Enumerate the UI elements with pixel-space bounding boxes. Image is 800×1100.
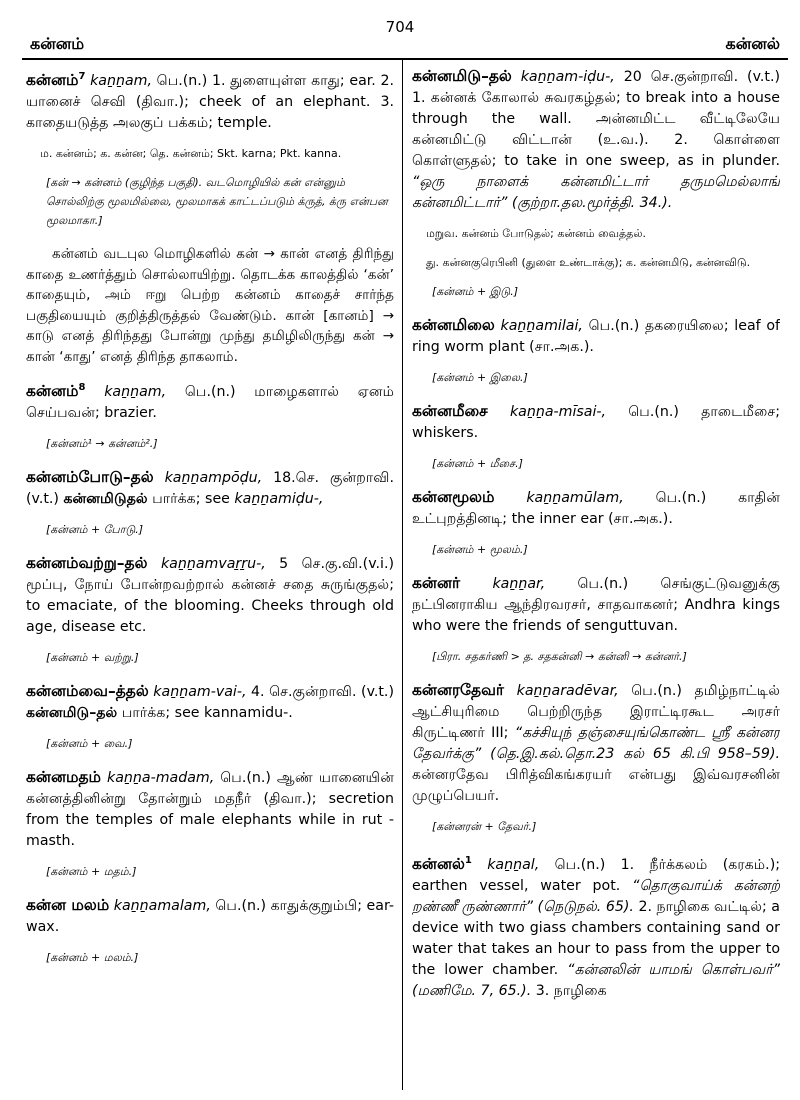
headword: கன்ன மலம் bbox=[26, 896, 110, 915]
dictionary-entry bbox=[412, 680, 780, 807]
headword: கன்னரதேவர் bbox=[412, 681, 505, 699]
headword: கன்னம்$^7$ bbox=[26, 71, 86, 90]
dictionary-entry bbox=[26, 895, 394, 938]
cognates: து. கன்னகுரெபினி (துளை உண்டாக்கு); க. கன்னமிடு, கன்னவிடு. bbox=[426, 256, 751, 269]
etymology: [கன்னம் + இடு.] bbox=[432, 285, 519, 298]
etymology: [கன்னம் + மலம்.] bbox=[46, 951, 139, 965]
dictionary-entry bbox=[412, 401, 780, 444]
citation-quote: “கன்னலின் யாமங் கொள்பவர்” (மணிமே. 7, 65.). bbox=[412, 962, 780, 1000]
etymology: [கன்னம் + மூலம்.] bbox=[432, 543, 528, 556]
entry-definition: பெ.(n.) தகரையிலை; leaf of ring worm plant (சா.அக.). bbox=[412, 318, 780, 355]
transliteration: kaṉṉamilai, bbox=[500, 318, 583, 334]
citation-quote: “தொகுவாய்க் கன்னற் றண்ணீ ருண்ணார்” (நெடுநல். 65). bbox=[412, 878, 780, 916]
headword: கன்னம்$^8$ bbox=[26, 382, 86, 401]
entry-definition: 4. செ.குன்றாவி. (v.t.) bbox=[246, 684, 394, 701]
headword: கன்னம்வற்று–தல் bbox=[26, 554, 148, 573]
transliteration: kaṉṉa-mīsai-, bbox=[509, 404, 607, 420]
column-divider bbox=[402, 60, 403, 1090]
etymology: [கன் → கன்னம் (குழிந்த பகுதி). வடமொழியில் கன் என்னும் சொல்லிற்கு மூலமில்லை, மூலமாகக் காட்டப்படும் க்ருத், க்ரு என்பன மூலமாகா.] bbox=[46, 176, 388, 228]
dictionary-entry bbox=[412, 315, 780, 358]
headword: கன்னமதம் bbox=[26, 768, 102, 787]
dictionary-entry bbox=[26, 767, 394, 852]
dictionary-entry bbox=[412, 850, 780, 1002]
transliteration: kaṉṉamalam, bbox=[113, 898, 211, 915]
entry-definition: பெ.(n.) 1. துளையுள்ள காது; ear. 2. யானைச் செவி (திவா.); cheek of an elephant. 3. காதையடுத்த அலகுப் பக்கம்; temple. bbox=[26, 73, 394, 132]
headword: கன்னமிலை bbox=[412, 316, 495, 334]
etymology: [கன்னம் + வை.] bbox=[46, 737, 133, 751]
transliteration: kaṉṉam-iḍu-, bbox=[520, 69, 615, 85]
transliteration: kaṉṉamvaṟṟu-, bbox=[160, 556, 266, 573]
synonyms: மறுவ. கன்னம் போடுதல்; கன்னம் வைத்தல். bbox=[426, 227, 646, 240]
entry-definition: பெ.(n.) காதுக்குறும்பி; ear-wax. bbox=[26, 898, 394, 936]
entry-definition: கன்னரதேவ பிரித்விகங்கரயர் என்பது இவ்வரசனின் முழுப்பெயர். bbox=[412, 767, 780, 804]
transliteration: kaṉṉamiḍu-, bbox=[234, 491, 324, 508]
dictionary-entry bbox=[26, 377, 394, 424]
transliteration: kaṉṉaradēvar, bbox=[516, 683, 619, 699]
etymology: [கன்னம் + மீசை.] bbox=[432, 457, 523, 470]
entry-definition: 18.செ. குன்றாவி.(v.t.) bbox=[26, 470, 394, 508]
entry-definition: பெ.(n.) மாழைகளால் ஏனம் செய்பவன்; brazier. bbox=[26, 384, 394, 422]
etymology: [கன்னம்¹ → கன்னம்².] bbox=[46, 437, 158, 451]
etymology: [கன்னம் + இலை.] bbox=[432, 371, 528, 384]
header-rule bbox=[22, 58, 788, 60]
etymology: [கன்னம் + வற்று.] bbox=[46, 651, 139, 665]
entry-definition: 3. நாழிகை bbox=[531, 983, 607, 1000]
left-column bbox=[26, 66, 394, 1096]
page-number: 704 bbox=[385, 18, 415, 36]
left-guide-word: கன்னம் bbox=[30, 34, 85, 53]
entry-definition: பெ.(n.) தாடைமீசை; whiskers. bbox=[412, 404, 780, 441]
etymology: [கன்னரன் + தேவர்.] bbox=[432, 820, 537, 833]
transliteration: kaṉṉal, bbox=[487, 857, 540, 874]
headword: கன்னர் bbox=[412, 574, 461, 592]
entry-definition: பெ.(n.) 1. நீர்க்கலம் (கரகம்.); earthen vessel, water pot. bbox=[412, 857, 780, 895]
dictionary-entry bbox=[412, 66, 780, 214]
dictionary-entry bbox=[412, 573, 780, 637]
dictionary-entry bbox=[26, 66, 394, 134]
entry-definition: பெ.(n.) செங்குட்டுவனுக்கு நட்பினராகிய ஆந்திரவரசர், சாதவாகனர்; Andhra kings who were the friends of senguttuvan. bbox=[412, 576, 780, 634]
headword: கன்னல்$^1$ bbox=[412, 855, 472, 874]
dictionary-entry bbox=[26, 467, 394, 510]
transliteration: kaṉṉampōḍu, bbox=[164, 470, 263, 487]
headword: கன்னம்போடு–தல் bbox=[26, 468, 154, 487]
etymology: [கன்னம் + போடு.] bbox=[46, 523, 144, 537]
right-guide-word: கன்னல் bbox=[725, 34, 780, 53]
cross-reference: கன்னமிடுதல் bbox=[63, 491, 148, 508]
entry-definition: பார்க்க; see bbox=[147, 491, 235, 508]
entry-definition: பெ.(n.) ஆண் யானையின் கன்னத்தினின்று தோன்றும் மதநீர் (திவா.); secretion from the temples of male elephants while in rut - masth. bbox=[26, 770, 394, 850]
headword: கன்னம்வை–த்தல் bbox=[26, 682, 149, 701]
transliteration: kaṉṉar, bbox=[492, 576, 546, 592]
citation-quote: “கச்சியுந் தஞ்சையுங்கொண்ட ஸ்ரீ கன்னர தேவர்க்கு” (தெ.இ.கல்.தொ.23 கல் 65 கி.பி 958–59). bbox=[412, 725, 780, 762]
entry-definition: 5 செ.கு.வி.(v.i.) மூப்பு, நோய் போன்றவற்றால் கன்னச் சதை சுருங்குதல்; to emaciate, of the blooming. Cheeks through old age, disease etc. bbox=[26, 556, 394, 636]
right-column bbox=[412, 66, 780, 1096]
transliteration: kaṉṉa-madam, bbox=[107, 770, 215, 787]
dictionary-entry bbox=[26, 553, 394, 638]
cross-reference: கன்னமிடு–தல் bbox=[26, 705, 118, 722]
headword: கன்னமூலம் bbox=[412, 488, 495, 506]
headword: கன்னமிடு–தல் bbox=[412, 67, 512, 85]
citation-quote: “ஒரு நாளைக் கன்னமிட்டார் தருமமெல்லாங் கன்னமிட்டார்” (குற்றா.தல.மூர்த்தி. 34.). bbox=[412, 174, 780, 211]
transliteration: kaṉṉamūlam, bbox=[526, 490, 624, 506]
etymology: [பிரா. சதகர்ணி > த. சதகன்னி → கன்னி → கன்னர்.] bbox=[432, 650, 687, 663]
dictionary-entry bbox=[412, 487, 780, 530]
entry-definition: பெ.(n.) காதின் உட்புறத்தினடி; the inner ear (சா.அக.). bbox=[412, 490, 780, 527]
usage-note: கன்னம் வடபுல மொழிகளில் கன் → கான் எனத் திரிந்து காதை உணர்த்தும் சொல்லாயிற்று. தொடக்க காலத்தில் ‘கன்’ காதையும், அம் ஈறு பெற்ற கன்னம் காதைச் சார்ந்த பகுதியையும் குறித்திருத்தல் வேண்டும். கான் [கானம்] → காடு எனத் திரிந்தது போன்று முந்து தமிழிலிருந்து கன் → கான் ‘காது’ எனத் திரிந்த தாகலாம். bbox=[26, 246, 394, 365]
transliteration: kaṉṉam, bbox=[90, 73, 152, 90]
entry-definition: பார்க்க; see kannamidu-. bbox=[117, 705, 293, 722]
transliteration: kaṉṉam, bbox=[104, 384, 167, 401]
entry-definition: பெ.(n.) தமிழ்நாட்டில் ஆட்சியுரிமை பெற்றிருந்த இராட்டிரகூட அரசர் கிருட்டிணர் III; bbox=[412, 683, 780, 741]
cognates: ம. கன்னம்; க. கன்ன; தெ. கன்னம்; Skt. karna; Pkt. kanna. bbox=[40, 147, 342, 161]
transliteration: kaṉṉam-vai-, bbox=[153, 684, 247, 701]
etymology: [கன்னம் + மதம்.] bbox=[46, 865, 137, 879]
entry-definition: 20 செ.குன்றாவி. (v.t.) 1. கன்னக் கோலால் சுவரகழ்தல்; to break into a house through the wall. அன்னமிட்ட வீட்டிலேயே கன்னமிட்டு விட்டான் (உ.வ.). 2. கொள்ளை கொள்ளுதல்; to take in one sweep, as in plunder. bbox=[412, 69, 780, 169]
entry-definition: 2. நாழிகை வட்டில்; a device with two giass chambers containing sand or water that takes an hour to pass from the upper to the lower chamber. bbox=[412, 899, 780, 979]
headword: கன்னமீசை bbox=[412, 402, 488, 420]
dictionary-entry bbox=[26, 681, 394, 724]
